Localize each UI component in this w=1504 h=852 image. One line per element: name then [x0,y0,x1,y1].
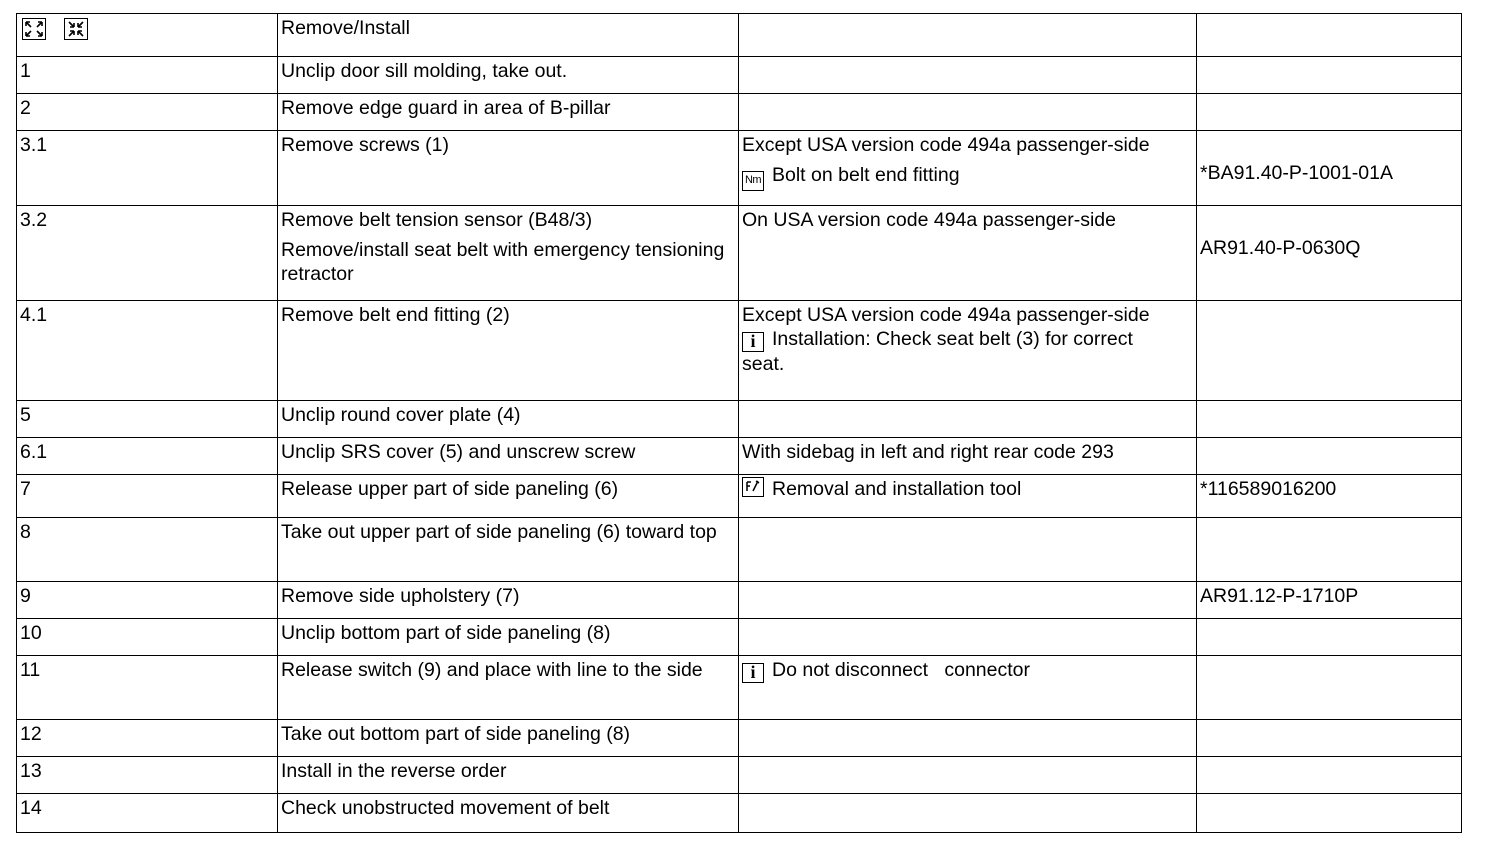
step-action: Install in the reverse order [278,757,739,794]
action-line: Remove belt tension sensor (B48/3) [281,209,593,231]
step-note [739,582,1197,619]
table-row [17,206,1462,301]
step-number: 3.1 [17,131,278,206]
step-reference [1197,720,1462,757]
tool-note [742,477,1193,501]
step-action: Check unobstructed movement of belt [278,794,739,833]
step-reference [1197,757,1462,794]
header-empty-notes [739,14,1197,57]
step-reference [1197,656,1462,720]
reference-link[interactable]: AR91.12-P-1710P [1200,585,1359,607]
step-reference [1197,794,1462,833]
step-action: Remove edge guard in area of B-pillar [278,94,739,131]
step-number: 8 [17,518,278,582]
step-action: Release upper part of side paneling (6) [278,475,739,518]
table-row [17,475,1462,518]
step-number: 9 [17,582,278,619]
step-number: 6.1 [17,438,278,475]
tool-icon [742,477,764,497]
step-reference [1197,94,1462,131]
info-note [742,658,1193,683]
step-reference [1197,57,1462,94]
reference-link[interactable]: *116589016200 [1200,478,1337,500]
step-note [739,720,1197,757]
note-condition: Except USA version code 494a passenger-side [742,134,1150,156]
header-title: Remove/Install [278,14,739,57]
step-number: 4.1 [17,301,278,401]
step-note [739,57,1197,94]
step-reference [1197,438,1462,475]
table-row [17,794,1462,833]
reference-link[interactable]: *BA91.40-P-1001-01A [1200,162,1393,184]
step-note [739,475,1197,518]
table-row [17,757,1462,794]
step-reference [1197,301,1462,401]
step-action: Take out upper part of side paneling (6) toward top [278,518,739,582]
table-row [17,301,1462,401]
reference-link[interactable]: AR91.40-P-0630Q [1200,237,1361,259]
tool-note-text: Removal and installation tool [772,478,1022,500]
info-icon: i [742,663,764,683]
step-reference [1197,518,1462,582]
table-row [17,518,1462,582]
step-reference [1197,619,1462,656]
step-action: Take out bottom part of side paneling (8) [278,720,739,757]
table-row [17,401,1462,438]
step-number: 5 [17,401,278,438]
step-action: Unclip door sill molding, take out. [278,57,739,94]
torque-note [742,163,1193,191]
table-row [17,656,1462,720]
step-number: 13 [17,757,278,794]
collapse-all-icon[interactable] [64,18,88,40]
note-condition: Except USA version code 494a passenger-side [742,304,1150,326]
step-number: 14 [17,794,278,833]
step-action: Remove belt end fitting (2) [278,301,739,401]
step-reference [1197,131,1462,206]
step-note [739,301,1197,401]
header-empty-refs [1197,14,1462,57]
step-action: Remove screws (1) [278,131,739,206]
step-action: Unclip bottom part of side paneling (8) [278,619,739,656]
step-note [739,757,1197,794]
step-number: 2 [17,94,278,131]
step-note [739,656,1197,720]
step-number: 11 [17,656,278,720]
info-note [742,327,1193,376]
step-reference [1197,475,1462,518]
torque-note-text: Bolt on belt end fitting [772,164,960,186]
procedure-sheet [16,13,1461,833]
info-icon: i [742,332,764,352]
step-reference [1197,582,1462,619]
step-note [739,518,1197,582]
header-row [17,14,1462,57]
step-reference [1197,206,1462,301]
step-number: 7 [17,475,278,518]
table-row [17,438,1462,475]
action-line-2: Remove/install seat belt with emergency tensioning retractor [281,239,725,285]
step-note [739,94,1197,131]
expand-all-icon[interactable] [22,18,46,40]
step-note [739,401,1197,438]
step-number: 10 [17,619,278,656]
table-row [17,582,1462,619]
step-note: On USA version code 494a passenger-side [739,206,1197,301]
table-row [17,720,1462,757]
table-row [17,57,1462,94]
step-note [739,794,1197,833]
step-reference [1197,401,1462,438]
step-action: Unclip round cover plate (4) [278,401,739,438]
info-note-text: Installation: Check seat belt (3) for correct seat. [742,328,1133,375]
info-note-text: Do not disconnect connector [772,659,1030,681]
step-number: 12 [17,720,278,757]
step-note [739,619,1197,656]
step-note: With sidebag in left and right rear code 293 [739,438,1197,475]
table-row [17,619,1462,656]
step-action [278,206,739,301]
torque-icon: Nm [742,171,764,191]
table-row [17,94,1462,131]
step-action: Remove side upholstery (7) [278,582,739,619]
header-icons-cell [17,14,278,57]
step-number: 3.2 [17,206,278,301]
step-number: 1 [17,57,278,94]
table-row [17,131,1462,206]
procedure-table [16,13,1462,833]
step-action: Release switch (9) and place with line to the side [278,656,739,720]
step-action: Unclip SRS cover (5) and unscrew screw [278,438,739,475]
step-note [739,131,1197,206]
